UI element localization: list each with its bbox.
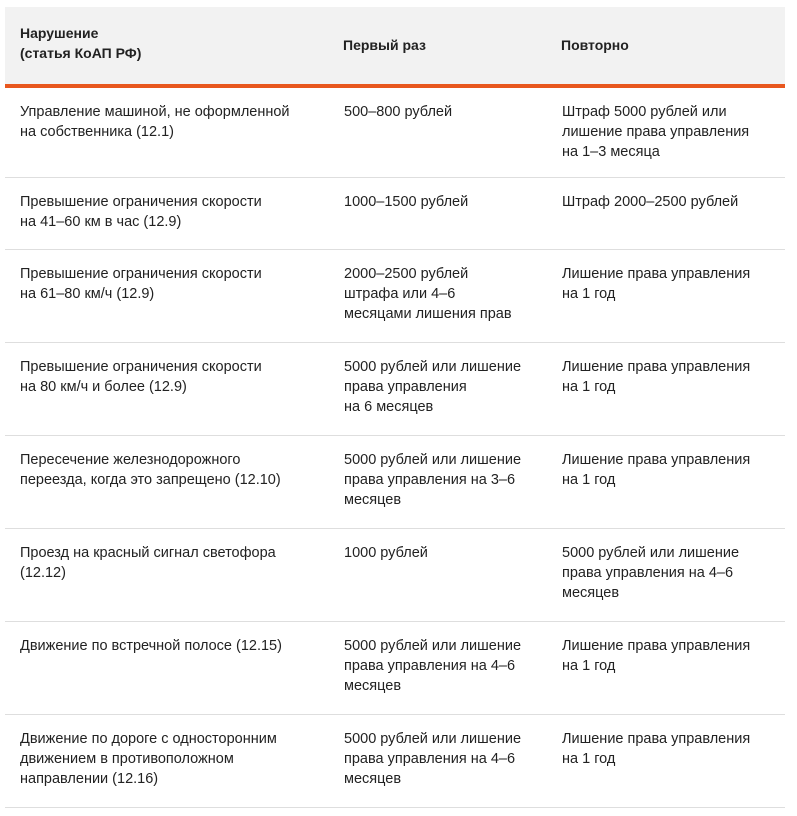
table-header: [5, 7, 785, 86]
first-time-cell-line: месяцев: [344, 770, 402, 787]
first-time-cell-line: права управления на 4–6: [344, 657, 516, 674]
table-row: [5, 342, 785, 435]
first-time-cell: [328, 435, 546, 528]
first-time-cell-line: права управления: [344, 378, 467, 395]
repeat-cell-line: Лишение права управления: [562, 451, 751, 468]
first-time-cell: [328, 177, 546, 249]
first-time-cell-line: права управления на 3–6: [344, 471, 516, 488]
fines-table-wrapper: [5, 7, 785, 808]
table-row: [5, 86, 785, 177]
repeat-cell: [546, 249, 785, 342]
table-row: [5, 621, 785, 714]
first-time-cell-line: 5000 рублей или лишение: [344, 358, 522, 375]
repeat-cell-line: Лишение права управления: [562, 358, 751, 375]
repeat-cell: [546, 86, 785, 177]
violation-cell: [5, 86, 328, 177]
first-time-cell-line: месяцев: [344, 491, 402, 508]
violation-cell-line: Превышение ограничения скорости: [20, 193, 262, 210]
first-time-cell-line: права управления на 4–6: [344, 750, 516, 767]
violation-cell: [5, 621, 328, 714]
table-body: [5, 86, 785, 807]
violation-cell: [5, 714, 328, 807]
first-time-cell-line: на 6 месяцев: [344, 398, 434, 415]
violation-cell-line: Превышение ограничения скорости: [20, 358, 262, 375]
first-time-cell: [328, 249, 546, 342]
repeat-cell-line: Штраф 5000 рублей или: [562, 104, 727, 120]
first-time-cell-line: 5000 рублей или лишение: [344, 730, 522, 747]
first-time-cell-line: 5000 рублей или лишение: [344, 637, 522, 654]
header-repeat: Повторно: [546, 7, 785, 86]
first-time-cell-line: месяцами лишения прав: [344, 305, 512, 322]
first-time-cell: [328, 342, 546, 435]
violation-cell: [5, 177, 328, 249]
table-row: [5, 528, 785, 621]
violation-cell: [5, 342, 328, 435]
first-time-cell-line: 1000 рублей: [344, 544, 428, 561]
repeat-cell-line: на 1 год: [562, 285, 616, 302]
violation-cell-line: на 61–80 км/ч (12.9): [20, 285, 155, 302]
table-row: [5, 249, 785, 342]
repeat-cell: [546, 177, 785, 249]
repeat-cell-line: на 1 год: [562, 657, 616, 674]
first-time-cell: [328, 714, 546, 807]
repeat-cell-line: Штраф 2000–2500 рублей: [562, 193, 739, 210]
header-violation: [5, 7, 328, 86]
violation-cell-line: на 80 км/ч и более (12.9): [20, 378, 187, 395]
violation-cell-line: на 41–60 км в час (12.9): [20, 213, 182, 230]
repeat-cell-line: Лишение права управления: [562, 265, 751, 282]
violation-cell-line: движением в противоположном: [20, 750, 234, 767]
first-time-cell-line: 2000–2500 рублей: [344, 265, 469, 282]
repeat-cell: [546, 342, 785, 435]
table-row: [5, 435, 785, 528]
first-time-cell: [328, 621, 546, 714]
first-time-cell-line: 5000 рублей или лишение: [344, 451, 522, 468]
table-row: [5, 177, 785, 249]
repeat-cell-line: на 1–3 месяца: [562, 144, 660, 160]
first-time-cell-line: штрафа или 4–6: [344, 285, 456, 302]
header-violation-line1: Нарушение: [20, 25, 99, 41]
violation-cell-line: переезда, когда это запрещено (12.10): [20, 471, 281, 488]
repeat-cell: [546, 435, 785, 528]
violation-cell: [5, 249, 328, 342]
violation-cell-line: Движение по дороге с односторонним: [20, 730, 277, 747]
violation-cell: [5, 528, 328, 621]
repeat-cell-line: Лишение права управления: [562, 637, 751, 654]
repeat-cell-line: на 1 год: [562, 750, 616, 767]
repeat-cell-line: на 1 год: [562, 378, 616, 395]
violation-cell-line: Управление машиной, не оформленной: [20, 104, 290, 120]
header-violation-line2: (статья КоАП РФ): [20, 45, 142, 61]
repeat-cell: [546, 714, 785, 807]
first-time-cell: [328, 86, 546, 177]
repeat-cell-line: права управления на 4–6: [562, 564, 734, 581]
repeat-cell-line: 5000 рублей или лишение: [562, 544, 740, 561]
violation-cell-line: Движение по встречной полосе (12.15): [20, 637, 282, 654]
violation-cell-line: на собственника (12.1): [20, 124, 174, 140]
repeat-cell-line: лишение права управления: [562, 124, 750, 140]
violation-cell-line: направлении (12.16): [20, 770, 159, 787]
violation-cell-line: Превышение ограничения скорости: [20, 265, 262, 282]
first-time-cell-line: 500–800 рублей: [344, 104, 453, 120]
repeat-cell-line: на 1 год: [562, 471, 616, 488]
violation-cell: [5, 435, 328, 528]
repeat-cell-line: месяцев: [562, 584, 620, 601]
first-time-cell-line: месяцев: [344, 677, 402, 694]
repeat-cell-line: Лишение права управления: [562, 730, 751, 747]
repeat-cell: [546, 621, 785, 714]
fines-table: [5, 7, 785, 808]
first-time-cell: [328, 528, 546, 621]
violation-cell-line: (12.12): [20, 564, 66, 581]
violation-cell-line: Проезд на красный сигнал светофора: [20, 544, 276, 561]
table-row: [5, 714, 785, 807]
repeat-cell: [546, 528, 785, 621]
header-first-time: Первый раз: [328, 7, 546, 86]
violation-cell-line: Пересечение железнодорожного: [20, 451, 241, 468]
first-time-cell-line: 1000–1500 рублей: [344, 193, 469, 210]
